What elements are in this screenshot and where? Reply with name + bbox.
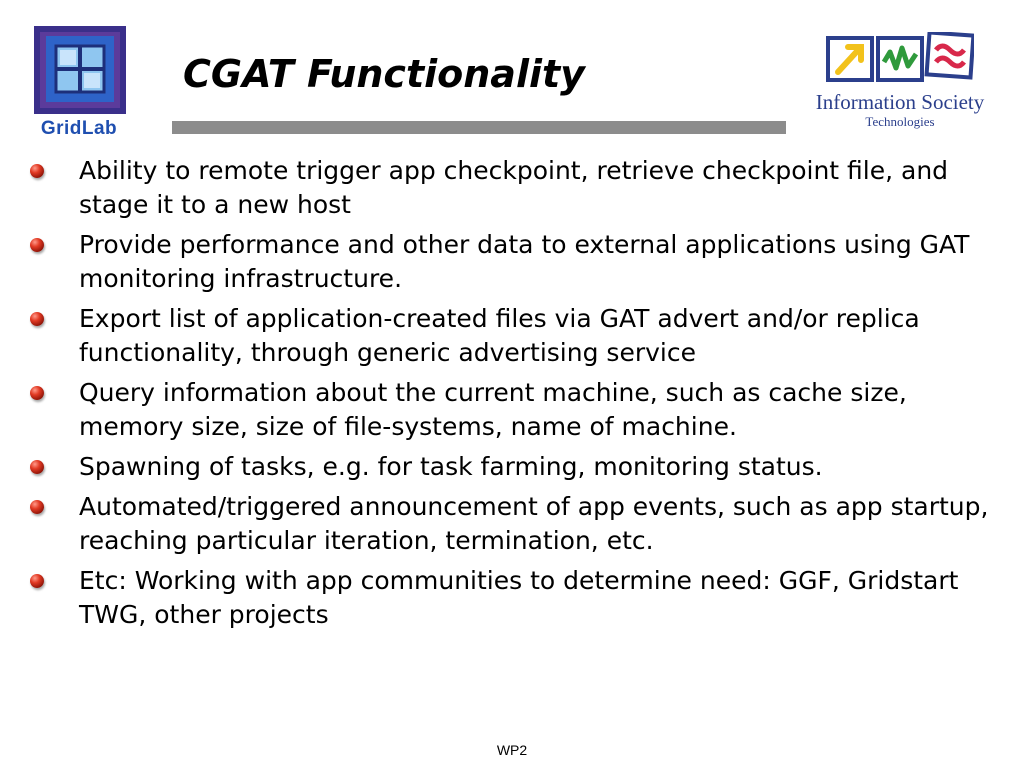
bullet-dot-icon — [30, 574, 44, 588]
gridlab-wordmark: GridLab — [40, 118, 118, 139]
bullet-dot-icon — [30, 460, 44, 474]
approx-tile-icon — [927, 33, 974, 78]
bullet-text: Export list of application-created files via GAT advert and/or replica functionality, through generic advertising service — [79, 304, 920, 367]
gridlab-grid-icon — [34, 26, 126, 114]
ist-logo — [800, 28, 1000, 132]
gridlab-logo — [26, 22, 132, 140]
bullet-dot-icon — [30, 238, 44, 252]
bullet-text: Ability to remote trigger app checkpoint, retrieve checkpoint file, and stage it to a new host — [79, 156, 949, 219]
bullet-item — [30, 154, 1000, 222]
bullet-text: Spawning of tasks, e.g. for task farming, monitoring status. — [79, 452, 823, 481]
bullet-item — [30, 490, 1000, 558]
bullet-dot-icon — [30, 164, 44, 178]
bullet-text: Automated/triggered announcement of app events, such as app startup, reaching particular iteration, termination, etc. — [79, 492, 989, 555]
bullet-dot-icon — [30, 312, 44, 326]
bullet-list — [30, 154, 1000, 638]
slide-title: CGAT Functionality — [183, 52, 585, 96]
bullet-dot-icon — [30, 386, 44, 400]
bullet-item — [30, 564, 1000, 632]
bullet-text: Provide performance and other data to external applications using GAT monitoring infrastructure. — [79, 230, 970, 293]
ist-name: Information Society — [815, 90, 985, 114]
title-underline — [172, 121, 786, 134]
ist-icons — [826, 32, 974, 84]
bullet-dot-icon — [30, 500, 44, 514]
bullet-item — [30, 228, 1000, 296]
ist-subtitle: Technologies — [865, 114, 935, 129]
bullet-text: Query information about the current machine, such as cache size, memory size, size of file-systems, name of machine. — [79, 378, 907, 441]
bullet-item — [30, 450, 1000, 484]
bullet-item — [30, 376, 1000, 444]
footer-label: WP2 — [496, 742, 528, 758]
bullet-item — [30, 302, 1000, 370]
bullet-text: Etc: Working with app communities to determine need: GGF, Gridstart TWG, other projects — [79, 566, 959, 629]
